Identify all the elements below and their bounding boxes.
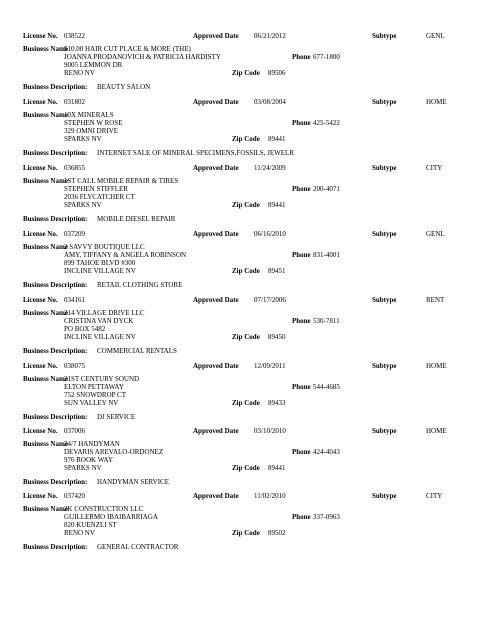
license-no-value: 034161 xyxy=(64,296,85,304)
phone-value: 544-4685 xyxy=(313,383,340,391)
business-name-line: 899 TAHOE BLVD #300 xyxy=(64,259,136,267)
approved-date-value: 06/16/2010 xyxy=(254,230,286,238)
phone-label: Phone xyxy=(292,185,311,193)
approved-date-label: Approved Date xyxy=(193,492,239,500)
business-name-label: Business Name xyxy=(23,375,68,383)
license-no-label: License No. xyxy=(23,427,58,435)
license-no-label: License No. xyxy=(23,230,58,238)
business-name-line: STEPHEN STIFFLER xyxy=(64,185,128,193)
business-name-block xyxy=(64,440,163,472)
business-name-line: 752 SNOWDROP CT xyxy=(64,391,126,399)
license-no-value: 037006 xyxy=(64,427,85,435)
approved-date-label: Approved Date xyxy=(193,296,239,304)
business-description-value: COMMERCIAL RENTALS xyxy=(97,347,177,355)
business-name-line: 214 VILLAGE DRIVE LLC xyxy=(64,309,145,317)
business-name-line: 329 OMNI DRIVE xyxy=(64,127,119,135)
business-name-block xyxy=(64,45,221,77)
business-name-label: Business Name xyxy=(23,243,68,251)
zip-code-label: Zip Code xyxy=(232,333,260,341)
approved-date-value: 06/21/2012 xyxy=(254,32,286,40)
business-name-line: $10.00 HAIR CUT PLACE & MORE (THE) xyxy=(64,45,191,53)
business-name-line: 9005 LEMMON DR xyxy=(64,61,123,69)
license-no-value: 036855 xyxy=(64,164,85,172)
zip-code-label: Zip Code xyxy=(232,399,260,407)
license-no-label: License No. xyxy=(23,164,58,172)
zip-code-value: 89441 xyxy=(268,201,286,209)
approved-date-value: 11/24/2009 xyxy=(254,164,286,172)
subtype-label: Subtype xyxy=(372,98,397,106)
approved-date-label: Approved Date xyxy=(193,164,239,172)
business-name-line: GUILLERMO IBAIBARRIAGA xyxy=(64,513,158,521)
subtype-value: GENL xyxy=(426,230,445,238)
business-name-line: SPARKS NV xyxy=(64,201,102,209)
business-name-line: 976 ROOK WAY xyxy=(64,456,114,464)
business-description-value: RETAIL CLOTHING STORE xyxy=(97,281,183,289)
business-name-line: RENO NV xyxy=(64,529,95,537)
business-name-line: 2 SAVVY BOUTIQUE LLC xyxy=(64,243,145,251)
subtype-value: HOME xyxy=(426,362,447,370)
subtype-value: RENT xyxy=(426,296,445,304)
business-description-label: Business Description: xyxy=(23,83,88,91)
business-name-line: 21ST CENTURY SOUND xyxy=(64,375,140,383)
business-name-line: JOANNA PRODANOVICH & PATRICIA HARDISTY xyxy=(64,53,221,61)
phone-label: Phone xyxy=(292,448,311,456)
business-description-label: Business Description: xyxy=(23,215,88,223)
business-name-line: DEVARIS AREVALO-ORDONEZ xyxy=(64,448,164,456)
business-name-line: STEPHEN W ROSE xyxy=(64,119,123,127)
license-record xyxy=(0,98,495,158)
business-name-line: 820 KUENZLI ST xyxy=(64,521,117,529)
business-name-line: SPARKS NV xyxy=(64,135,102,143)
business-name-label: Business Name xyxy=(23,111,68,119)
phone-value: 831-4001 xyxy=(313,251,340,259)
business-name-line: 24/7 HANDYMAN xyxy=(64,440,120,448)
license-no-label: License No. xyxy=(23,296,58,304)
phone-value: 337-0963 xyxy=(313,513,340,521)
business-name-line: 2K CONSTRUCTION LLC xyxy=(64,505,144,513)
phone-value: 425-5422 xyxy=(313,119,340,127)
business-name-block xyxy=(64,375,139,407)
business-description-value: DJ SERVICE xyxy=(97,413,136,421)
business-description-label: Business Description: xyxy=(23,149,88,157)
approved-date-value: 03/10/2010 xyxy=(254,427,286,435)
approved-date-value: 12/09/2011 xyxy=(254,362,286,370)
phone-label: Phone xyxy=(292,317,311,325)
business-name-block xyxy=(64,243,186,275)
license-no-label: License No. xyxy=(23,32,58,40)
business-name-label: Business Name xyxy=(23,177,68,185)
zip-code-value: 89451 xyxy=(268,267,286,275)
license-record xyxy=(0,492,495,552)
license-no-value: 031802 xyxy=(64,98,85,106)
phone-label: Phone xyxy=(292,53,311,61)
business-description-value: BEAUTY SALON xyxy=(97,83,151,91)
subtype-label: Subtype xyxy=(372,427,397,435)
zip-code-value: 89441 xyxy=(268,464,286,472)
business-name-line: SUN VALLEY NV xyxy=(64,399,119,407)
approved-date-label: Approved Date xyxy=(193,230,239,238)
business-description-value: INTERNET SALE OF MINERAL SPECIMENS,FOSSILS, JEWELR xyxy=(97,149,294,157)
license-record xyxy=(0,362,495,422)
subtype-label: Subtype xyxy=(372,296,397,304)
approved-date-label: Approved Date xyxy=(193,98,239,106)
business-name-line: INCLINE VILLAGE NV xyxy=(64,267,136,275)
zip-code-label: Zip Code xyxy=(232,464,260,472)
phone-value: 677-1800 xyxy=(313,53,340,61)
business-name-line: 1ST CALL MOBILE REPAIR & TIRES xyxy=(64,177,179,185)
business-name-label: Business Name xyxy=(23,45,68,53)
phone-label: Phone xyxy=(292,383,311,391)
license-record xyxy=(0,164,495,224)
business-name-line: SPARKS NV xyxy=(64,464,102,472)
license-record xyxy=(0,427,495,487)
business-name-line: CRISTINA VAN DYCK xyxy=(64,317,134,325)
business-description-value: MOBILE DIESEL REPAIR xyxy=(97,215,176,223)
license-record xyxy=(0,296,495,356)
business-description-label: Business Description: xyxy=(23,347,88,355)
zip-code-label: Zip Code xyxy=(232,267,260,275)
phone-value: 424-4043 xyxy=(313,448,340,456)
license-no-value: 037420 xyxy=(64,492,85,500)
zip-code-value: 89450 xyxy=(268,333,286,341)
business-description-label: Business Description: xyxy=(23,281,88,289)
subtype-label: Subtype xyxy=(372,492,397,500)
subtype-value: HOME xyxy=(426,427,447,435)
license-no-label: License No. xyxy=(23,98,58,106)
zip-code-label: Zip Code xyxy=(232,135,260,143)
subtype-value: CITY xyxy=(426,164,443,172)
business-name-block xyxy=(64,111,122,143)
license-record xyxy=(0,230,495,290)
business-name-block xyxy=(64,309,145,341)
license-no-value: 038522 xyxy=(64,32,85,40)
subtype-label: Subtype xyxy=(372,32,397,40)
phone-label: Phone xyxy=(292,119,311,127)
business-description-label: Business Description: xyxy=(23,543,88,551)
zip-code-value: 89441 xyxy=(268,135,286,143)
license-no-value: 037209 xyxy=(64,230,85,238)
business-name-label: Business Name xyxy=(23,440,68,448)
subtype-value: HOME xyxy=(426,98,447,106)
business-name-line: AMY, TIFFANY & ANGELA ROBINSON xyxy=(64,251,187,259)
subtype-value: CITY xyxy=(426,492,443,500)
business-name-label: Business Name xyxy=(23,505,68,513)
phone-label: Phone xyxy=(292,513,311,521)
business-description-value: GENERAL CONTRACTOR xyxy=(97,543,179,551)
business-description-label: Business Description: xyxy=(23,413,88,421)
business-name-line: PO BOX 5482 xyxy=(64,325,106,333)
business-description-label: Business Description: xyxy=(23,478,88,486)
phone-value: 530-7811 xyxy=(313,317,340,325)
license-no-label: License No. xyxy=(23,362,58,370)
business-description-value: HANDYMAN SERVICE xyxy=(97,478,169,486)
approved-date-label: Approved Date xyxy=(193,427,239,435)
phone-value: 200-4071 xyxy=(313,185,340,193)
zip-code-label: Zip Code xyxy=(232,69,260,77)
business-name-line: INCLINE VILLAGE NV xyxy=(64,333,136,341)
business-name-block xyxy=(64,177,178,209)
zip-code-label: Zip Code xyxy=(232,529,260,537)
business-name-label: Business Name xyxy=(23,309,68,317)
subtype-value: GENL xyxy=(426,32,445,40)
zip-code-label: Zip Code xyxy=(232,201,260,209)
zip-code-value: 89433 xyxy=(268,399,286,407)
approved-date-value: 07/17/2006 xyxy=(254,296,286,304)
zip-code-value: 89502 xyxy=(268,529,286,537)
license-record xyxy=(0,32,495,92)
business-name-block xyxy=(64,505,158,537)
approved-date-value: 11/02/2010 xyxy=(254,492,286,500)
business-name-line: 10X MINERALS xyxy=(64,111,114,119)
subtype-label: Subtype xyxy=(372,362,397,370)
subtype-label: Subtype xyxy=(372,164,397,172)
zip-code-value: 89506 xyxy=(268,69,286,77)
license-no-label: License No. xyxy=(23,492,58,500)
approved-date-value: 03/08/2004 xyxy=(254,98,286,106)
license-no-value: 038075 xyxy=(64,362,85,370)
subtype-label: Subtype xyxy=(372,230,397,238)
approved-date-label: Approved Date xyxy=(193,32,239,40)
business-name-line: RENO NV xyxy=(64,69,95,77)
approved-date-label: Approved Date xyxy=(193,362,239,370)
business-name-line: ELTON PETTAWAY xyxy=(64,383,124,391)
business-name-line: 2036 FLYCATCHER CT xyxy=(64,193,135,201)
phone-label: Phone xyxy=(292,251,311,259)
